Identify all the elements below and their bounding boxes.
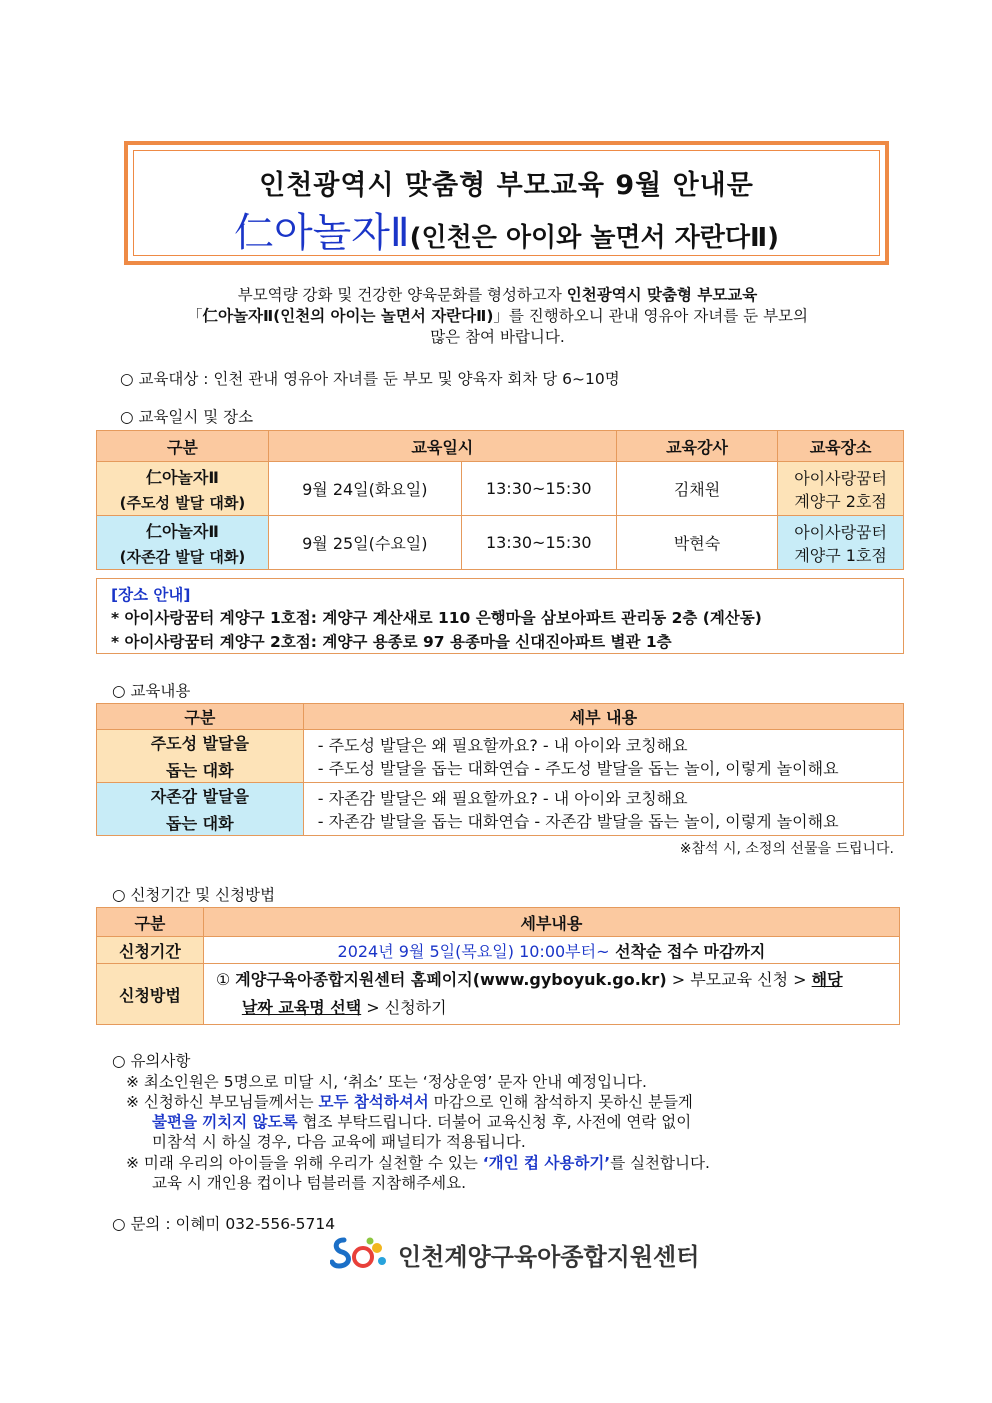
session-date: 9월 25일(수요일) — [268, 516, 461, 570]
target-line: ○ 교육대상 : 인천 관내 영유아 자녀를 둔 부모 및 양육자 회차 당 6~10명 — [120, 370, 620, 388]
detail-line: - 주도성 발달을 돕는 대화연습 - 주도성 발달을 돕는 놀이, 이렇게 놀이해요 — [317, 759, 839, 778]
content-category — [97, 783, 304, 836]
center-logo-icon — [330, 1234, 392, 1274]
table-header-row — [97, 431, 904, 462]
table-row — [97, 937, 900, 964]
note-text: 를 실천합니다. — [610, 1154, 710, 1172]
header-cell: 교육일시 — [268, 431, 616, 462]
header-cell: 세부 내용 — [303, 704, 903, 730]
place-branch: 계양구 2호점 — [794, 491, 887, 511]
note-line — [152, 1110, 691, 1132]
session-place — [778, 516, 904, 570]
apply-heading: ○ 신청기간 및 신청방법 — [112, 886, 276, 904]
document-title: 인천광역시 맞춤형 부모교육 9월 안내문 — [259, 170, 754, 201]
intro-text: 많은 참여 바랍니다. — [430, 328, 565, 346]
table-row — [97, 730, 904, 783]
content-table — [96, 703, 904, 836]
session-subtitle: (주도성 발달 대화) — [119, 493, 246, 512]
place-name: 아이사랑꿈터 — [794, 522, 887, 542]
place-info-label: [장소 안내] — [111, 586, 191, 604]
method-value — [203, 964, 899, 1025]
intro-paragraph — [120, 285, 875, 348]
schedule-heading: ○ 교육일시 및 장소 — [120, 408, 254, 426]
place-branch: 계양구 1호점 — [794, 545, 887, 565]
note-text: ※ 신청하신 부모님들께서는 — [126, 1093, 319, 1111]
header-cell: 구분 — [97, 704, 304, 730]
method-step-emphasis: 날짜 교육명 선택 — [241, 998, 362, 1017]
category-line: 자존감 발달을 — [150, 787, 250, 806]
note-text: 마감으로 인해 참석하지 못하신 분들게 — [428, 1093, 693, 1111]
note-emphasis: 모두 참석하셔서 — [318, 1093, 429, 1111]
method-step: > 신청하기 — [361, 998, 447, 1017]
method-number: ① — [215, 970, 236, 989]
session-teacher: 박현숙 — [616, 516, 777, 570]
method-label: 신청방법 — [97, 964, 204, 1025]
content-heading: ○ 교육내용 — [112, 682, 191, 700]
method-site: 계양구육아종합지원센터 홈페이지(www.gyboyuk.go.kr) — [235, 970, 667, 989]
header-cell: 구분 — [97, 908, 204, 937]
detail-line: - 자존감 발달은 왜 필요할까요? - 내 아이와 코칭해요 — [317, 789, 688, 808]
session-name: 仁아놀자Ⅱ — [145, 467, 219, 487]
contact-line: ○ 문의 : 이혜미 032-556-5714 — [112, 1215, 336, 1233]
program-title — [128, 201, 885, 258]
title-box — [124, 141, 889, 265]
notes-heading: ○ 유의사항 — [112, 1052, 191, 1070]
gift-note: ※참석 시, 소정의 선물을 드립니다. — [679, 841, 894, 857]
footer-org-name: 인천계양구육아종합지원센터 — [398, 1242, 700, 1271]
category-line: 돕는 대화 — [166, 814, 234, 833]
place-info-line: * 아이사랑꿈터 계양구 1호점: 계양구 계산새로 110 은행마을 삼보아파트 관리동 2층 (계산동) — [111, 609, 762, 627]
session-time: 13:30~15:30 — [461, 516, 616, 570]
note-text: ※ 미래 우리의 아이들을 위해 우리가 실천할 수 있는 — [126, 1154, 483, 1172]
note-emphasis: 불편을 끼치지 않도록 — [152, 1113, 298, 1131]
table-row — [97, 783, 904, 836]
note-line: 미참석 시 하실 경우, 다음 교육에 패널티가 적용됩니다. — [152, 1133, 526, 1151]
period-date: 2024년 9월 5일(목요일) 10:00부터~ — [337, 941, 610, 961]
content-detail — [303, 730, 903, 783]
note-emphasis: ‘개인 컵 사용하기’ — [482, 1154, 611, 1172]
category-line: 주도성 발달을 — [150, 734, 250, 753]
method-step: > 부모교육 신청 > — [666, 970, 812, 989]
program-subtitle: (인천은 아이와 놀면서 자란다Ⅱ) — [409, 223, 780, 253]
period-value — [203, 937, 899, 964]
table-header-row — [97, 704, 904, 730]
intro-emphasis: 인천광역시 맞춤형 부모교육 — [566, 286, 758, 304]
session-time: 13:30~15:30 — [461, 462, 616, 516]
table-row — [97, 462, 904, 516]
session-date: 9월 24일(화요일) — [268, 462, 461, 516]
intro-text: 부모역량 강화 및 건강한 양육문화를 형성하고자 — [237, 286, 567, 304]
place-info-line: * 아이사랑꿈터 계양구 2호점: 계양구 용종로 97 용종마을 신대진아파트 별관 1층 — [111, 633, 672, 651]
note-line — [126, 1151, 710, 1173]
note-line: 교육 시 개인용 컵이나 텀블러를 지참해주세요. — [152, 1174, 467, 1192]
header-cell: 세부내용 — [203, 908, 899, 937]
content-category — [97, 730, 304, 783]
category-line: 돕는 대화 — [166, 761, 234, 780]
header-cell: 교육강사 — [616, 431, 777, 462]
note-text: 협조 부탁드립니다. 더불어 교육신청 후, 사전에 연락 없이 — [297, 1113, 692, 1131]
note-line: ※ 최소인원은 5명으로 미달 시, ‘취소’ 또는 ‘정상운영’ 문자 안내 예정입니다. — [126, 1073, 647, 1091]
note-line — [126, 1090, 693, 1112]
session-place — [778, 462, 904, 516]
header-cell: 구분 — [97, 431, 269, 462]
place-info-box — [96, 578, 904, 654]
place-name: 아이사랑꿈터 — [794, 468, 887, 488]
apply-table — [96, 907, 900, 1025]
period-tail: 선착순 접수 마감까지 — [609, 941, 766, 961]
period-label: 신청기간 — [97, 937, 204, 964]
session-name-cell — [97, 516, 269, 570]
footer-logo — [330, 1234, 699, 1274]
detail-line: - 자존감 발달을 돕는 대화연습 - 자존감 발달을 돕는 놀이, 이렇게 놀이해요 — [317, 812, 839, 831]
session-name: 仁아놀자Ⅱ — [145, 521, 219, 541]
session-subtitle: (자존감 발달 대화) — [119, 547, 246, 566]
intro-bracket: 「 — [187, 307, 203, 325]
table-header-row — [97, 908, 900, 937]
method-step-emphasis: 해당 — [811, 970, 843, 989]
content-detail — [303, 783, 903, 836]
program-brand: 仁아놀자Ⅱ — [233, 210, 410, 256]
header-cell: 교육장소 — [778, 431, 904, 462]
intro-text: 」를 진행하오니 관내 영유아 자녀를 둔 부모의 — [493, 307, 808, 325]
detail-line: - 주도성 발달은 왜 필요할까요? - 내 아이와 코칭해요 — [317, 736, 688, 755]
schedule-table — [96, 430, 904, 570]
table-row — [97, 516, 904, 570]
session-teacher: 김채원 — [616, 462, 777, 516]
intro-program-name: 仁아놀자Ⅱ(인천의 아이는 놀면서 자란다Ⅱ) — [202, 307, 494, 325]
session-name-cell — [97, 462, 269, 516]
table-row — [97, 964, 900, 1025]
